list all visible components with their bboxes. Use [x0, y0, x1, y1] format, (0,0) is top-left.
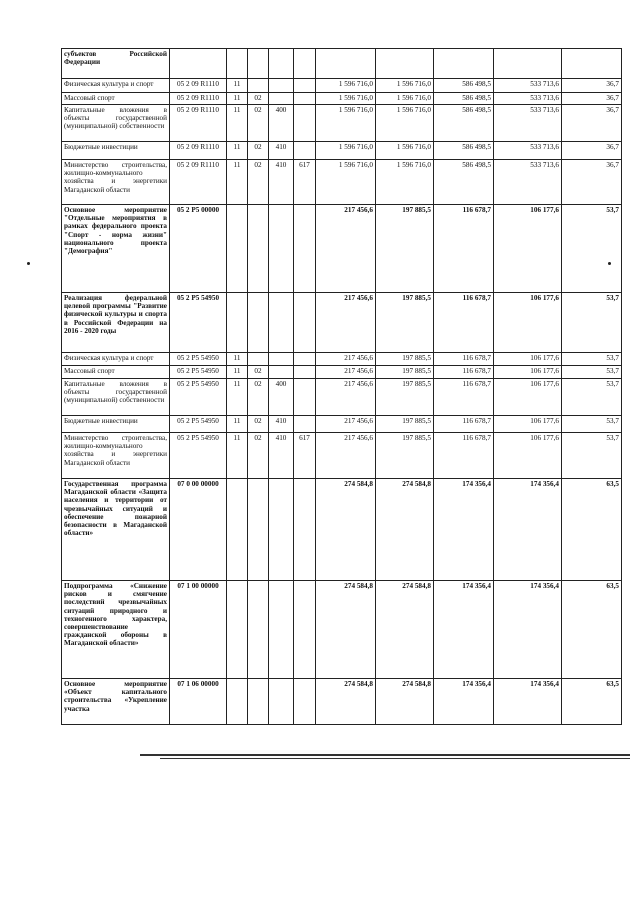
amount-2: 274 584,8 [376, 581, 434, 679]
subsection-code: 02 [248, 160, 269, 205]
amount-2: 197 885,5 [376, 366, 434, 379]
administrator-code [294, 479, 316, 581]
row-name: Физическая культура и спорт [62, 79, 170, 93]
amount-1: 217 456,6 [316, 205, 376, 293]
amount-4: 106 177,6 [494, 293, 562, 353]
percent: 53,7 [562, 353, 622, 366]
amount-3: 586 498,5 [434, 79, 494, 93]
subsection-code [248, 353, 269, 366]
expense-type-code [269, 479, 294, 581]
row-name: Массовый спорт [62, 366, 170, 379]
administrator-code [294, 79, 316, 93]
section-code: 11 [227, 379, 248, 416]
row-name: Физическая культура и спорт [62, 353, 170, 366]
expense-type-code [269, 353, 294, 366]
amount-3: 174 356,4 [434, 479, 494, 581]
row-name: Основное мероприятие «Объект капитального строительства «Укрепление участка [62, 679, 170, 725]
page-bottom-rule [140, 754, 630, 756]
amount-3: 116 678,7 [434, 366, 494, 379]
amount-1: 1 596 716,0 [316, 105, 376, 142]
expense-type-code [269, 679, 294, 725]
administrator-code [294, 416, 316, 433]
row-name: Бюджетные инвестиции [62, 142, 170, 160]
row-name: Подпрограмма «Снижение рисков и смягчение последствий чрезвычайных ситуаций природного и техногенного характера, совершенствование гражданской обороны в Магаданской области» [62, 581, 170, 679]
row-name: Массовый спорт [62, 93, 170, 105]
target-code: 05 2 09 R1110 [170, 160, 227, 205]
amount-1: 1 596 716,0 [316, 79, 376, 93]
amount-1: 217 456,6 [316, 366, 376, 379]
percent: 63,5 [562, 581, 622, 679]
amount-2: 1 596 716,0 [376, 93, 434, 105]
administrator-code [294, 49, 316, 79]
table-row [62, 379, 622, 416]
target-code: 07 0 00 00000 [170, 479, 227, 581]
administrator-code [294, 293, 316, 353]
subsection-code [248, 581, 269, 679]
amount-4: 174 356,4 [494, 581, 562, 679]
amount-3: 586 498,5 [434, 142, 494, 160]
section-code: 11 [227, 366, 248, 379]
amount-4: 106 177,6 [494, 205, 562, 293]
table-row [62, 581, 622, 679]
scan-mark-right [608, 262, 611, 265]
table-row [62, 353, 622, 366]
section-code: 11 [227, 93, 248, 105]
subsection-code [248, 293, 269, 353]
administrator-code [294, 105, 316, 142]
amount-4: 533 713,6 [494, 93, 562, 105]
amount-1: 274 584,8 [316, 479, 376, 581]
amount-1: 217 456,6 [316, 416, 376, 433]
amount-3: 586 498,5 [434, 93, 494, 105]
table-row [62, 105, 622, 142]
amount-4 [494, 49, 562, 79]
amount-4: 106 177,6 [494, 353, 562, 366]
amount-2: 1 596 716,0 [376, 142, 434, 160]
expense-type-code [269, 581, 294, 679]
subsection-code: 02 [248, 416, 269, 433]
subsection-code: 02 [248, 379, 269, 416]
administrator-code [294, 205, 316, 293]
subsection-code [248, 679, 269, 725]
amount-3: 116 678,7 [434, 293, 494, 353]
amount-3: 116 678,7 [434, 379, 494, 416]
expense-type-code: 410 [269, 416, 294, 433]
amount-4: 533 713,6 [494, 105, 562, 142]
amount-2: 197 885,5 [376, 379, 434, 416]
table-row [62, 93, 622, 105]
table-row [62, 293, 622, 353]
row-name: Капитальные вложения в объекты государственной (муниципальной) собственности [62, 379, 170, 416]
amount-3: 116 678,7 [434, 416, 494, 433]
amount-1: 1 596 716,0 [316, 93, 376, 105]
expense-type-code [269, 79, 294, 93]
table-row [62, 205, 622, 293]
amount-4: 533 713,6 [494, 160, 562, 205]
percent: 53,7 [562, 416, 622, 433]
expense-type-code [269, 366, 294, 379]
amount-4: 533 713,6 [494, 142, 562, 160]
table-row [62, 79, 622, 93]
amount-2: 197 885,5 [376, 353, 434, 366]
administrator-code [294, 581, 316, 679]
target-code: 05 2 P5 54950 [170, 293, 227, 353]
percent: 53,7 [562, 205, 622, 293]
amount-1: 1 596 716,0 [316, 142, 376, 160]
subsection-code: 02 [248, 142, 269, 160]
amount-1: 274 584,8 [316, 679, 376, 725]
section-code: 11 [227, 160, 248, 205]
target-code: 05 2 09 R1110 [170, 93, 227, 105]
amount-2: 274 584,8 [376, 479, 434, 581]
target-code: 05 2 09 R1110 [170, 105, 227, 142]
row-name: Бюджетные инвестиции [62, 416, 170, 433]
table-row [62, 679, 622, 725]
expense-type-code: 410 [269, 160, 294, 205]
subsection-code [248, 79, 269, 93]
section-code [227, 49, 248, 79]
target-code: 05 2 P5 54950 [170, 353, 227, 366]
budget-table [61, 48, 622, 725]
administrator-code [294, 142, 316, 160]
row-name: Основное мероприятие "Отдельные мероприятия в рамках федерального проекта "Спорт - норма жизни" национального проекта "Демография" [62, 205, 170, 293]
section-code: 11 [227, 416, 248, 433]
subsection-code: 02 [248, 93, 269, 105]
amount-4: 106 177,6 [494, 366, 562, 379]
amount-2: 197 885,5 [376, 205, 434, 293]
target-code: 05 2 P5 54950 [170, 379, 227, 416]
target-code: 05 2 P5 54950 [170, 416, 227, 433]
amount-4: 106 177,6 [494, 416, 562, 433]
target-code [170, 49, 227, 79]
target-code: 05 2 09 R1110 [170, 79, 227, 93]
target-code: 05 2 P5 54950 [170, 433, 227, 479]
amount-2: 197 885,5 [376, 416, 434, 433]
row-name: Государственная программа Магаданской области «Защита населения и территории от чрезвычайных ситуаций и обеспечение пожарной безопасности в Магаданской области» [62, 479, 170, 581]
amount-1: 274 584,8 [316, 581, 376, 679]
target-code: 05 2 P5 00000 [170, 205, 227, 293]
amount-4: 174 356,4 [494, 679, 562, 725]
section-code [227, 293, 248, 353]
section-code [227, 205, 248, 293]
administrator-code [294, 379, 316, 416]
amount-2: 1 596 716,0 [376, 105, 434, 142]
amount-2 [376, 49, 434, 79]
table-row [62, 416, 622, 433]
amount-4: 174 356,4 [494, 479, 562, 581]
subsection-code [248, 479, 269, 581]
row-name: Министерство строительства, жилищно-коммунального хозяйства и энергетики Магаданской области [62, 160, 170, 205]
administrator-code [294, 679, 316, 725]
section-code: 11 [227, 79, 248, 93]
expense-type-code [269, 293, 294, 353]
table-body [62, 49, 622, 725]
amount-1: 217 456,6 [316, 433, 376, 479]
percent: 36,7 [562, 142, 622, 160]
amount-4: 106 177,6 [494, 433, 562, 479]
section-code: 11 [227, 105, 248, 142]
administrator-code [294, 366, 316, 379]
amount-1: 217 456,6 [316, 353, 376, 366]
subsection-code: 02 [248, 366, 269, 379]
target-code: 07 1 06 00000 [170, 679, 227, 725]
subsection-code: 02 [248, 105, 269, 142]
subsection-code [248, 49, 269, 79]
amount-3 [434, 49, 494, 79]
amount-2: 197 885,5 [376, 433, 434, 479]
table-row [62, 479, 622, 581]
amount-3: 116 678,7 [434, 353, 494, 366]
section-code: 11 [227, 353, 248, 366]
administrator-code: 617 [294, 433, 316, 479]
amount-3: 586 498,5 [434, 105, 494, 142]
percent: 36,7 [562, 105, 622, 142]
amount-3: 116 678,7 [434, 205, 494, 293]
page-bottom-rule-thin [160, 758, 630, 759]
table-row [62, 366, 622, 379]
section-code: 11 [227, 142, 248, 160]
amount-3: 174 356,4 [434, 679, 494, 725]
target-code: 05 2 P5 54950 [170, 366, 227, 379]
row-name: Реализация федеральной целевой программы "Развитие физической культуры и спорта в Российской Федерации на 2016 - 2020 годы [62, 293, 170, 353]
section-code: 11 [227, 433, 248, 479]
amount-1: 217 456,6 [316, 293, 376, 353]
expense-type-code [269, 49, 294, 79]
percent: 53,7 [562, 366, 622, 379]
amount-2: 197 885,5 [376, 293, 434, 353]
table-row [62, 160, 622, 205]
percent: 36,7 [562, 79, 622, 93]
amount-1: 217 456,6 [316, 379, 376, 416]
amount-4: 533 713,6 [494, 79, 562, 93]
amount-2: 274 584,8 [376, 679, 434, 725]
percent: 36,7 [562, 160, 622, 205]
amount-2: 1 596 716,0 [376, 160, 434, 205]
subsection-code [248, 205, 269, 293]
amount-3: 116 678,7 [434, 433, 494, 479]
expense-type-code: 410 [269, 142, 294, 160]
section-code [227, 479, 248, 581]
percent: 53,7 [562, 433, 622, 479]
amount-1 [316, 49, 376, 79]
amount-1: 1 596 716,0 [316, 160, 376, 205]
amount-4: 106 177,6 [494, 379, 562, 416]
row-name: Капитальные вложения в объекты государственной (муниципальной) собственности [62, 105, 170, 142]
percent: 63,5 [562, 479, 622, 581]
table-row [62, 433, 622, 479]
percent: 53,7 [562, 379, 622, 416]
table-row [62, 142, 622, 160]
administrator-code [294, 353, 316, 366]
amount-3: 586 498,5 [434, 160, 494, 205]
expense-type-code [269, 93, 294, 105]
target-code: 05 2 09 R1110 [170, 142, 227, 160]
table-row [62, 49, 622, 79]
amount-2: 1 596 716,0 [376, 79, 434, 93]
percent: 36,7 [562, 93, 622, 105]
administrator-code: 617 [294, 160, 316, 205]
expense-type-code [269, 205, 294, 293]
expense-type-code: 400 [269, 105, 294, 142]
target-code: 07 1 00 00000 [170, 581, 227, 679]
row-name: Министерство строительства, жилищно-коммунального хозяйства и энергетики Магаданской области [62, 433, 170, 479]
amount-3: 174 356,4 [434, 581, 494, 679]
percent [562, 49, 622, 79]
scan-mark-left [27, 262, 30, 265]
percent: 53,7 [562, 293, 622, 353]
subsection-code: 02 [248, 433, 269, 479]
percent: 63,5 [562, 679, 622, 725]
section-code [227, 679, 248, 725]
administrator-code [294, 93, 316, 105]
row-name: субъектов Российской Федерации [62, 49, 170, 79]
expense-type-code: 410 [269, 433, 294, 479]
section-code [227, 581, 248, 679]
expense-type-code: 400 [269, 379, 294, 416]
